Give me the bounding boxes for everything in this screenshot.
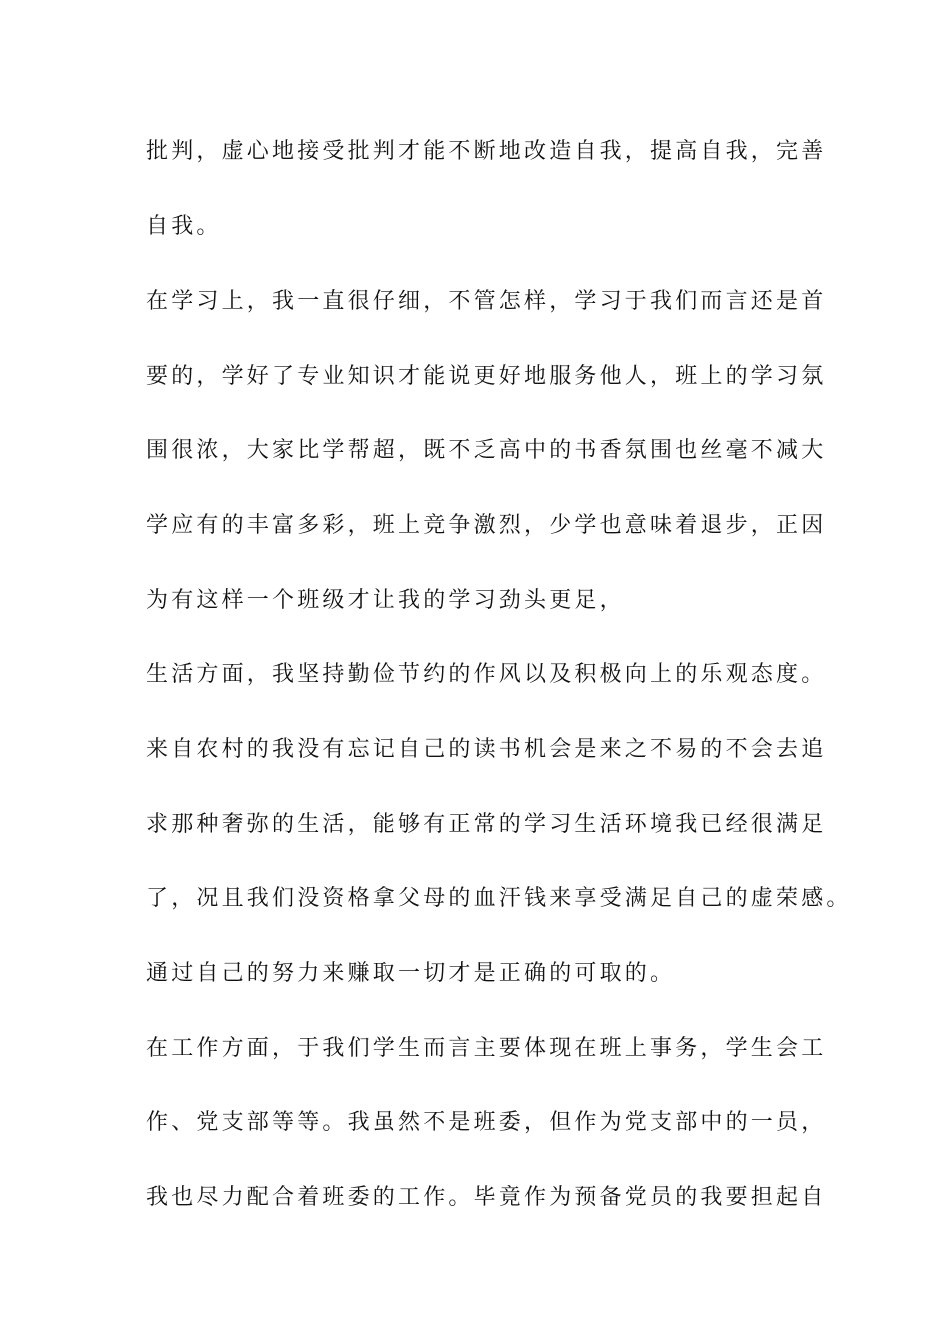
text-line: 围很浓，大家比学帮超，既不乏高中的书香氛围也丝毫不减大 (146, 438, 827, 463)
text-line: 在学习上，我一直很仔细，不管怎样，学习于我们而言还是首 (146, 289, 827, 314)
text-line: 要的，学好了专业知识才能说更好地服务他人，班上的学习氛 (146, 364, 827, 389)
text-line: 我也尽力配合着班委的工作。毕竟作为预备党员的我要担起自 (146, 1185, 827, 1210)
text-line: 学应有的丰富多彩，班上竞争激烈，少学也意味着退步，正因 (146, 513, 827, 538)
text-line: 作、党支部等等。我虽然不是班委，但作为党支部中的一员， (146, 1110, 827, 1135)
text-line: 求那种奢弥的生活，能够有正常的学习生活环境我已经很满足 (146, 812, 827, 837)
text-line: 为有这样一个班级才让我的学习劲头更足， (146, 588, 625, 613)
text-line: 在工作方面，于我们学生而言主要体现在班上事务，学生会工 (146, 1036, 827, 1061)
text-line: 批判，虚心地接受批判才能不断地改造自我，提高自我，完善 (146, 139, 827, 164)
text-line: 自我。 (146, 214, 222, 239)
text-line: 来自农村的我没有忘记自己的读书机会是来之不易的不会去追 (146, 737, 827, 762)
text-line: 生活方面，我坚持勤俭节约的作风以及积极向上的乐观态度。 (146, 662, 827, 687)
text-line: 了，况且我们没资格拿父母的血汗钱来享受满足自己的虚荣感。 (146, 886, 852, 911)
text-line: 通过自己的努力来赚取一切才是正确的可取的。 (146, 961, 676, 986)
